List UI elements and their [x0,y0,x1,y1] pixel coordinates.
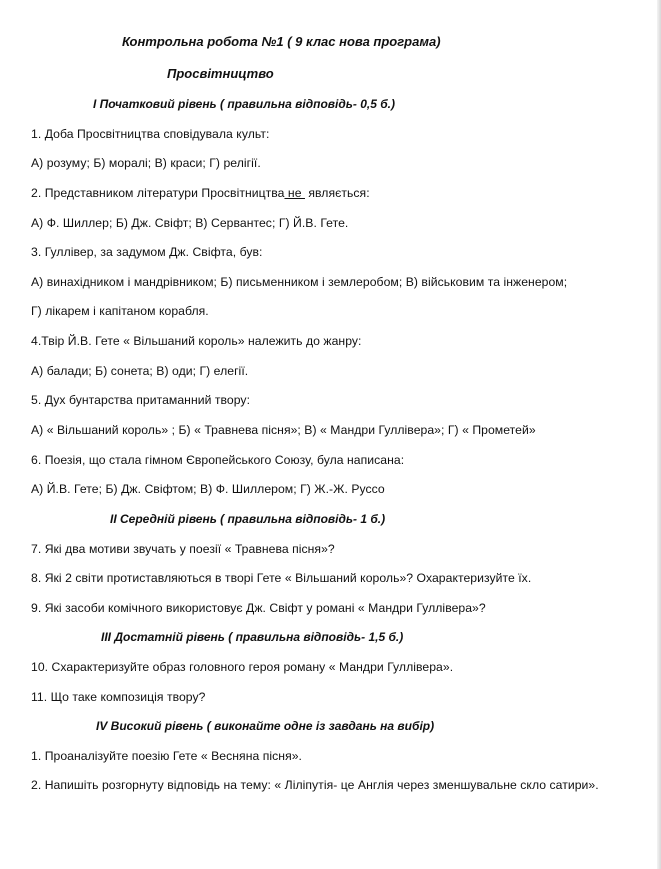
document-title: Контрольна робота №1 ( 9 клас нова програма) [122,34,441,49]
section-heading-4: IV Високий рівень ( виконайте одне із завдань на вибір) [96,719,435,733]
task-2: 2. Напишіть розгорнуту відповідь на тему: « Ліліпутія- це Англія через зменшувальне скло сатири». [31,778,599,792]
question-7: 7. Які два мотиви звучать у поезії « Травнева пісня»? [31,542,335,556]
question-3: 3. Гуллівер, за задумом Дж. Свіфта, був: [31,245,263,259]
question-9: 9. Які засоби комічного використовує Дж. Свіфт у романі « Мандри Гуллівера»? [31,601,486,615]
answer-options-3b: Г) лікарем і капітаном корабля. [31,304,209,318]
question-2 [31,186,370,200]
section-heading-1: I Початковий рівень ( правильна відповідь- 0,5 б.) [93,97,395,111]
question-6: 6. Поезія, що стала гімном Європейського Союзу, була написана: [31,453,405,467]
document-subtitle: Просвітництво [167,66,274,81]
answer-options-2: А) Ф. Шиллер; Б) Дж. Свіфт; В) Сервантес; Г) Й.В. Гете. [31,216,349,230]
question-1: 1. Доба Просвітництва сповідувала культ: [31,127,270,141]
question-10: 10. Схарактеризуйте образ головного героя роману « Мандри Гуллівера». [31,660,454,674]
question-4: 4.Твір Й.В. Гете « Вільшаний король» належить до жанру: [31,334,362,348]
answer-options-1: А) розуму; Б) моралі; В) краси; Г) релігії. [31,156,261,170]
question-2-underlined-word: не [284,186,305,200]
answer-options-3a: А) винахідником і мандрівником; Б) письменником і землеробом; В) військовим та інженером; [31,275,568,289]
section-heading-3: III Достатній рівень ( правильна відповідь- 1,5 б.) [101,630,404,644]
answer-options-6: А) Й.В. Гете; Б) Дж. Свіфтом; В) Ф. Шиллером; Г) Ж.-Ж. Руссо [31,482,385,496]
page-edge-shadow [657,0,661,869]
answer-options-5: А) « Вільшаний король» ; Б) « Травнева пісня»; В) « Мандри Гуллівера»; Г) « Прометей» [31,423,536,437]
question-5: 5. Дух бунтарства притаманний твору: [31,393,251,407]
question-2-text-start: 2. Представником літератури Просвітництва [31,186,285,200]
question-2-text-end: являється: [304,186,370,200]
question-11: 11. Що таке композиція твору? [31,690,206,704]
answer-options-4: А) балади; Б) сонета; В) оди; Г) елегії. [31,364,249,378]
question-8: 8. Які 2 світи протиставляються в творі Гете « Вільшаний король»? Охарактеризуйте їх. [31,571,532,585]
task-1: 1. Проаналізуйте поезію Гете « Весняна пісня». [31,749,302,763]
section-heading-2: II Середній рівень ( правильна відповідь- 1 б.) [110,512,386,526]
